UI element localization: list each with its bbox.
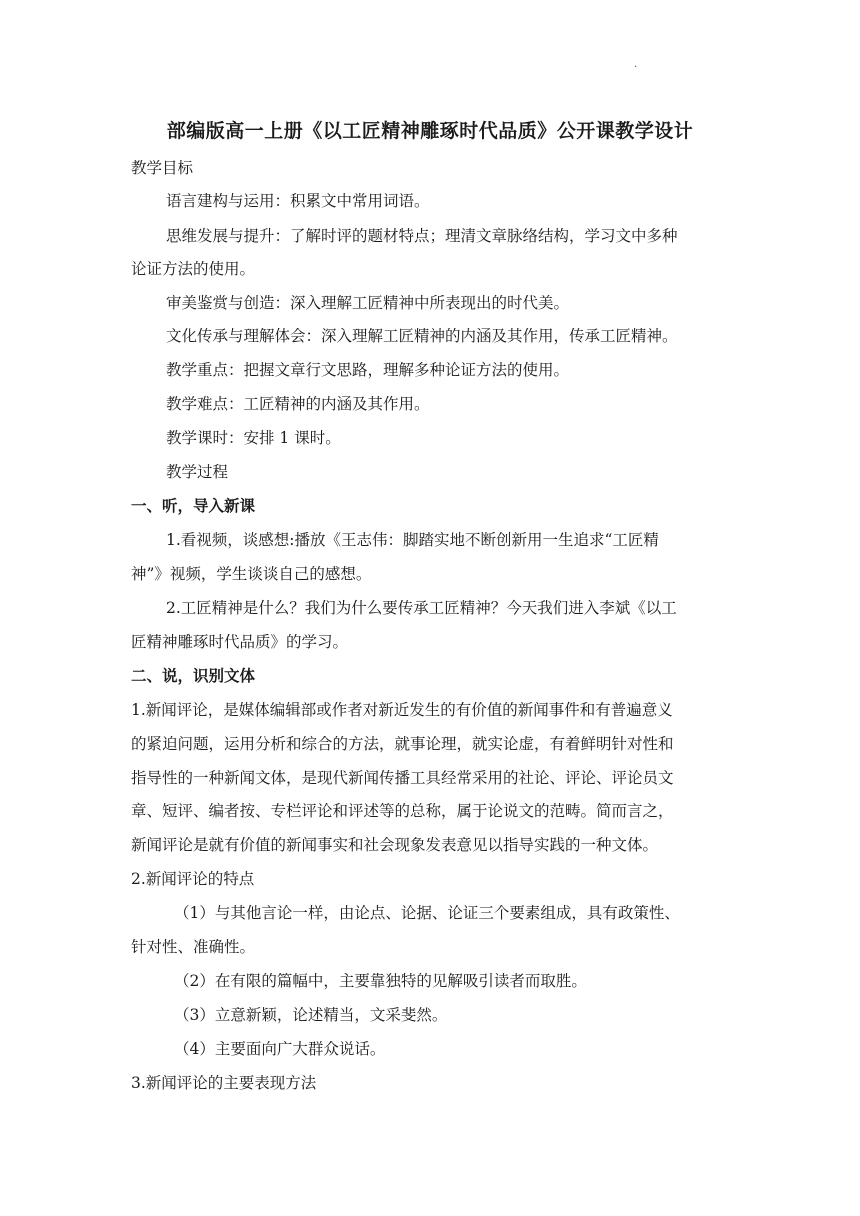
part2-para-line: 指导性的一种新闻文体，是现代新闻传播工具经常采用的社论、评论、评论员文 bbox=[131, 769, 674, 787]
feature-item: （4）主要面向广大群众说话。 bbox=[174, 1040, 386, 1058]
part1-line: 神”》视频，学生谈谈自己的感想。 bbox=[131, 565, 372, 583]
class-hours: 教学课时：安排 1 课时。 bbox=[166, 429, 341, 447]
part1-line: 匠精神雕琢时代品质》的学习。 bbox=[131, 633, 349, 651]
feature-item: （1）与其他言论一样，由论点、论据、论证三个要素组成，具有政策性、 bbox=[174, 904, 680, 922]
key-point: 教学重点：把握文章行文思路，理解多种论证方法的使用。 bbox=[166, 361, 570, 379]
part1-heading: 一、听，导入新课 bbox=[131, 497, 256, 515]
features-title: 2.新闻评论的特点 bbox=[131, 870, 255, 888]
objective-thinking-cont: 论证方法的使用。 bbox=[131, 260, 256, 278]
feature-item-cont: 针对性、准确性。 bbox=[131, 938, 256, 956]
objective-language: 语言建构与运用：积累文中常用词语。 bbox=[166, 192, 430, 210]
part1-line: 2.工匠精神是什么？我们为什么要传承工匠精神？今天我们进入李斌《以工 bbox=[166, 599, 677, 617]
part2-para-line: 的紧迫问题，运用分析和综合的方法，就事论理，就实论虚，有着鲜明针对性和 bbox=[131, 735, 674, 753]
section-objectives-label: 教学目标 bbox=[131, 159, 194, 177]
part2-para-line: 章、短评、编者按、专栏评论和评述等的总称，属于论说文的范畴。简而言之， bbox=[131, 802, 674, 820]
objective-aesthetic: 审美鉴赏与创造：深入理解工匠精神中所表现出的时代美。 bbox=[166, 294, 570, 312]
difficulty: 教学难点：工匠精神的内涵及其作用。 bbox=[166, 395, 430, 413]
feature-item: （3）立意新颖，论述精当，文采斐然。 bbox=[174, 1006, 448, 1024]
objective-culture: 文化传承与理解体会：深入理解工匠精神的内涵及其作用，传承工匠精神。 bbox=[166, 327, 678, 345]
part2-para-line: 新闻评论是就有价值的新闻事实和社会现象发表意见以指导实践的一种文体。 bbox=[131, 836, 659, 854]
header-mark: · bbox=[634, 62, 638, 73]
document-title: 部编版高一上册《以工匠精神雕琢时代品质》公开课教学设计 bbox=[166, 120, 694, 142]
methods-title: 3.新闻评论的主要表现方法 bbox=[131, 1074, 317, 1092]
part1-line: 1.看视频，谈感想:播放《王志伟：脚踏实地不断创新用一生追求“工匠精 bbox=[166, 531, 659, 549]
part2-para-line: 1.新闻评论，是媒体编辑部或作者对新近发生的有价值的新闻事件和有普遍意义 bbox=[131, 701, 673, 719]
feature-item: （2）在有限的篇幅中，主要靠独特的见解吸引读者而取胜。 bbox=[174, 972, 587, 990]
process-label: 教学过程 bbox=[166, 463, 229, 481]
part2-heading: 二、说，识别文体 bbox=[131, 667, 256, 685]
objective-thinking: 思维发展与提升：了解时评的题材特点；理清文章脉络结构，学习文中多种 bbox=[166, 227, 678, 245]
